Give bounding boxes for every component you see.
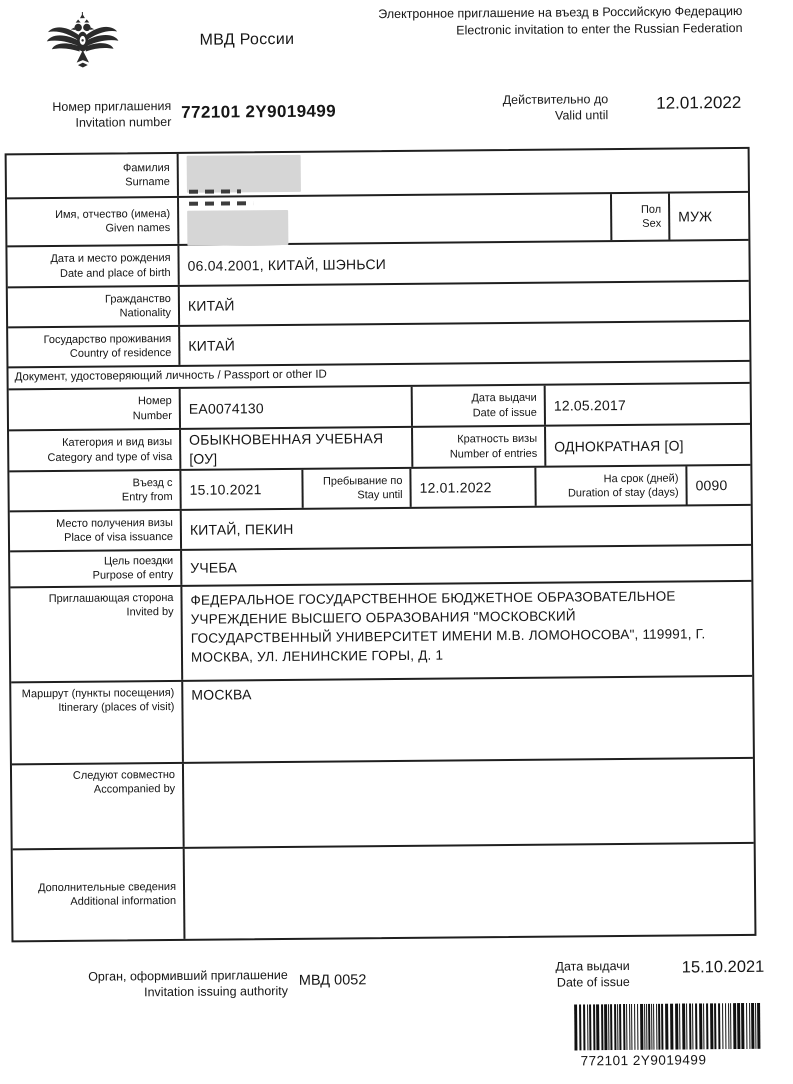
document-section-label: Документ, удостоверяющий личность / Passport or other ID (14, 368, 327, 384)
visa-category-label: Категория и вид визы Category and type of visa (9, 430, 181, 470)
surname-value (179, 149, 748, 196)
invited-by-label: Приглашающая сторона Invited by (10, 587, 183, 681)
row-entry-dates (9, 466, 750, 512)
additional-value (185, 844, 755, 939)
sex-label: Пол Sex (610, 194, 670, 241)
given-names-text-fragment (189, 201, 253, 206)
given-names-redaction-box (187, 210, 288, 246)
row-invited-by (10, 582, 752, 683)
entries-value: ОДНОКРАТНАЯ [О] (554, 436, 684, 455)
itinerary-value: МОСКВА (191, 686, 252, 703)
authority-label: Орган, оформивший приглашение Invitation issuing authority (88, 967, 288, 1000)
accompanied-label: Следуют совместно Accompanied by (12, 764, 185, 848)
issue-date-value: 15.10.2021 (681, 957, 765, 977)
sex-value: МУЖ (678, 208, 713, 225)
duration-value: 0090 (695, 477, 728, 494)
purpose-label: Цель поездки Purpose of entry (10, 551, 182, 586)
stay-until-value: 12.01.2022 (419, 479, 492, 496)
invited-by-value: ФЕДЕРАЛЬНОЕ ГОСУДАРСТВЕННОЕ БЮДЖЕТНОЕ ОБРАЗОВАТЕЛЬНОЕ УЧРЕЖДЕНИЕ ВЫСШЕГО ОБРАЗОВАНИЯ "МОСКОВСКИЙ ГОСУДАРСТВЕННЫЙ УНИВЕРСИТЕТ ИМЕНИ М.В. ЛОМОНОСОВА", 119991, Г. МОСКВА, УЛ. ЛЕНИНСКИЕ ГОРЫ, Д. 1 (190, 588, 706, 665)
surname-label: Фамилия Surname (7, 154, 179, 197)
entry-from-value: 15.10.2021 (189, 481, 262, 498)
visa-place-label: Место получения визы Place of visa issuance (10, 511, 182, 550)
document-title-en: Electronic invitation to enter the Russian Federation (456, 20, 743, 38)
row-surname (7, 149, 748, 199)
stay-until-label: Пребывание по Stay until (301, 469, 411, 508)
visa-place-value: КИТАЙ, ПЕКИН (189, 520, 294, 538)
row-residence (8, 322, 749, 368)
agency-name: МВД России (199, 30, 295, 49)
entry-from-label: Въезд с Entry from (9, 471, 181, 510)
row-passport-number (9, 384, 750, 431)
passport-issue-date-value: 12.05.2017 (553, 396, 626, 414)
valid-until-label: Действительно до Valid until (502, 92, 609, 123)
itinerary-label: Маршрут (пункты посещения) Itinerary (places of visit) (11, 682, 184, 763)
row-accompanied (12, 759, 754, 850)
mvd-emblem-eagle-icon (45, 8, 120, 81)
nationality-label: Гражданство Nationality (8, 287, 180, 326)
visa-category-value: ОБЫКНОВЕННАЯ УЧЕБНАЯ [ОУ] (189, 430, 384, 467)
invitation-table (5, 147, 757, 942)
residence-value: КИТАЙ (188, 337, 236, 354)
given-names-label: Имя, отчество (имена) Given names (7, 198, 179, 245)
purpose-value: УЧЕБА (190, 559, 238, 576)
birth-value: 06.04.2001, КИТАЙ, ШЭНЬСИ (187, 255, 387, 274)
row-birth (7, 241, 748, 288)
row-itinerary (11, 677, 753, 765)
duration-label: На срок (дней) Duration of stay (days) (534, 466, 687, 505)
barcode-text: 772101 2Y9019499 (580, 1052, 707, 1069)
authority-value: МВД 0052 (298, 972, 367, 989)
document-title-ru: Электронное приглашение на въезд в Российскую Федерацию (378, 3, 743, 22)
residence-label: Государство проживания Country of residence (8, 327, 180, 366)
passport-number-value: EA0074130 (188, 399, 264, 417)
row-nationality (8, 282, 749, 328)
birth-label: Дата и место рождения Date and place of birth (7, 246, 179, 286)
row-given-names (7, 193, 748, 247)
passport-issue-date-label: Дата выдачи Date of issue (411, 386, 546, 426)
row-additional (13, 844, 755, 940)
invitation-number-value: 772101 2Y9019499 (181, 101, 337, 122)
surname-text-fragment (189, 189, 241, 193)
invitation-barcode (574, 1003, 767, 1051)
passport-number-label: Номер Number (9, 389, 181, 429)
invitation-number-label: Номер приглашения Invitation number (52, 98, 172, 130)
accompanied-value (184, 759, 754, 847)
entries-label: Кратность визы Number of entries (411, 427, 546, 467)
surname-redaction-box (187, 154, 301, 192)
document-title (378, 3, 742, 40)
nationality-value: КИТАЙ (187, 297, 235, 314)
row-visa-place (10, 506, 751, 552)
given-names-value (179, 194, 610, 244)
additional-label: Дополнительные сведения Additional information (13, 849, 186, 940)
row-visa-category (9, 425, 750, 472)
issue-date-label: Дата выдачи Date of issue (555, 958, 630, 990)
valid-until-value: 12.01.2022 (656, 92, 742, 113)
